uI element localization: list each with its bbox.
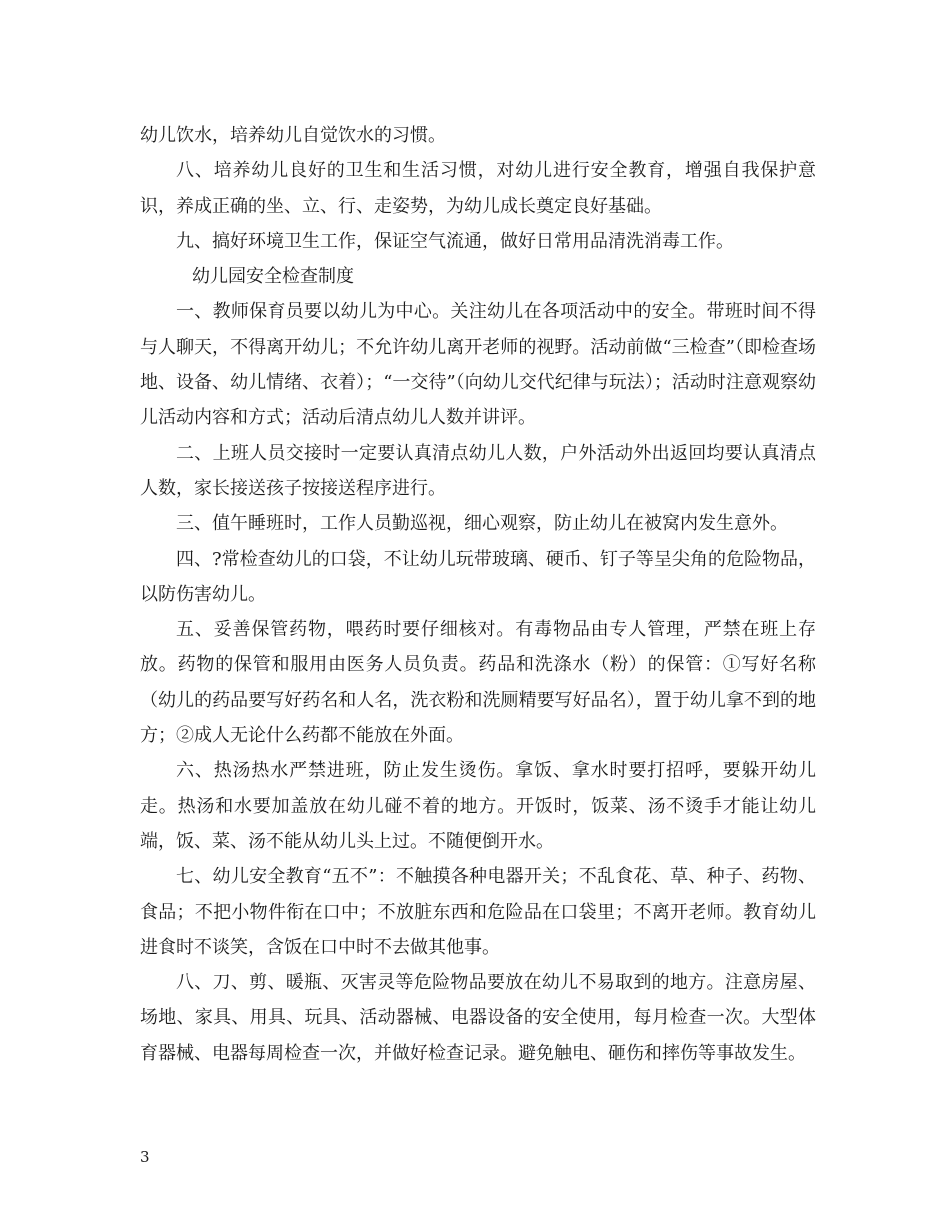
document-body (140, 118, 816, 1071)
paragraph-rule-6: 六、热汤热水严禁进班，防止发生烫伤。拿饭、拿水时要打招呼，要躲开幼儿走。热汤和水要加盖放在幼儿碰不着的地方。开饭时，饭菜、汤不烫手才能让幼儿端，饭、菜、汤不能从幼儿头上过。不随便倒开水。 (140, 760, 816, 852)
paragraph-rule-5: 五、妥善保管药物，喂药时要仔细核对。有毒物品由专人管理，严禁在班上存放。药物的保管和服用由医务人员负责。药品和洗涤水（粉）的保管：①写好名称（幼儿的药品要写好药名和人名，洗衣粉和洗厕精要写好品名），置于幼儿拿不到的地方；②成人无论什么药都不能放在外面。 (140, 619, 816, 747)
section-title: 幼儿园安全检查制度 (192, 266, 354, 288)
paragraph-continuation: 幼儿饮水，培养幼儿自觉饮水的习惯。 (140, 125, 446, 146)
paragraph-rule-1: 一、教师保育员要以幼儿为中心。关注幼儿在各项活动中的安全。带班时间不得与人聊天，不得离开幼儿；不允许幼儿离开老师的视野。活动前做“三检查”（即检查场地、设备、幼儿情绪、衣着）；“一交待”（向幼儿交代纪律与玩法）；活动时注意观察幼儿活动内容和方式；活动后清点幼儿人数并讲评。 (140, 301, 816, 429)
paragraph-rule-4: 四、?常检查幼儿的口袋，不让幼儿玩带玻璃、硬币、钉子等呈尖角的危险物品，以防伤害幼儿。 (140, 548, 816, 605)
paragraph-rule-8: 八、刀、剪、暖瓶、灭害灵等危险物品要放在幼儿不易取到的地方。注意房屋、场地、家具、用具、玩具、活动器械、电器设备的安全使用，每月检查一次。大型体育器械、电器每周检查一次，并做好检查记录。避免触电、砸伤和摔伤等事故发生。 (140, 972, 816, 1064)
paragraph-rule-2: 二、上班人员交接时一定要认真清点幼儿人数，户外活动外出返回均要认真清点人数，家长接送孩子按接送程序进行。 (140, 442, 816, 499)
paragraph-rule-3: 三、值午睡班时，工作人员勤巡视，细心观察，防止幼儿在被窝内发生意外。 (176, 513, 788, 535)
paragraph-rule-7: 七、幼儿安全教育“五不”：不触摸各种电器开关；不乱食花、草、种子、药物、食品；不把小物件衔在口中；不放脏东西和危险品在口袋里；不离开老师。教育幼儿进食时不谈笑，含饭在口中时不去做其他事。 (140, 866, 816, 958)
paragraph-item-9-environment: 九、搞好环境卫生工作，保证空气流通，做好日常用品清洗消毒工作。 (176, 230, 734, 252)
paragraph-item-8-hygiene: 八、培养幼儿良好的卫生和生活习惯，对幼儿进行安全教育，增强自我保护意识，养成正确的坐、立、行、走姿势，为幼儿成长奠定良好基础。 (140, 160, 816, 217)
page-number: 3 (140, 1148, 150, 1166)
